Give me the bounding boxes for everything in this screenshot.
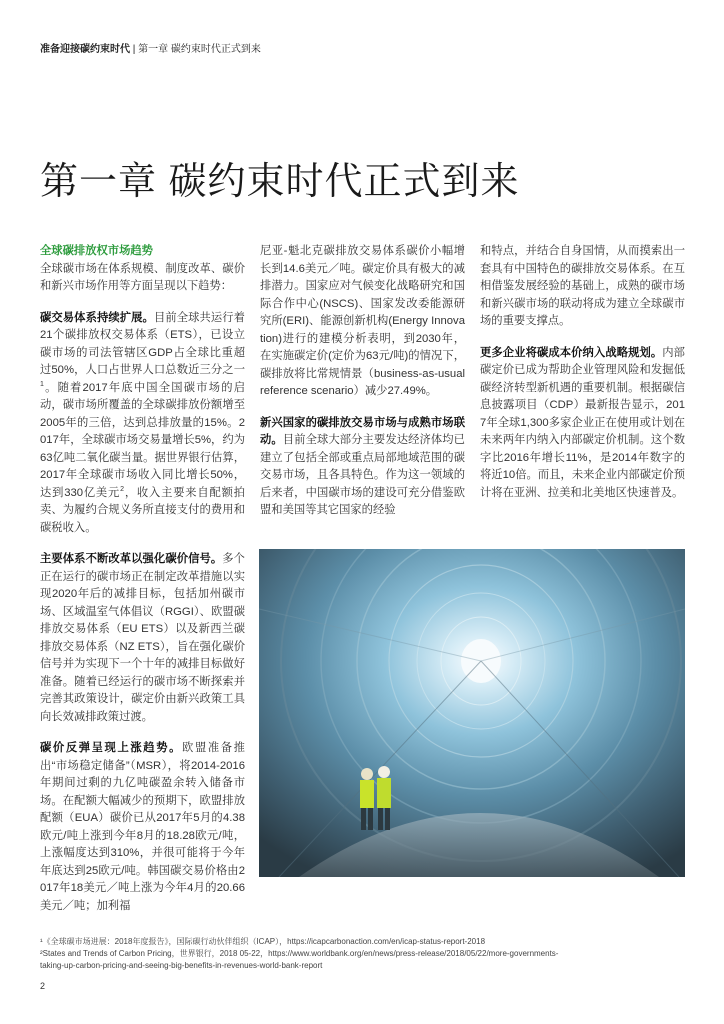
text-column-1 [40,243,245,929]
paragraph-text: ，收入主要来自配额拍卖、为履约合规义务所直接支付的费用和碳税收入。 [40,486,245,534]
paragraph-text: 和特点，并结合自身国情，从而摸索出一套具有中国特色的碳排放交易体系。在互相借鉴发展经验的基础上，成熟的碳市场和新兴碳市场的联动将成为建立全球碳市场的重要支撑点。 [480,245,685,327]
tunnel-photo [259,549,685,877]
paragraph-lead: 碳价反弹呈现上涨趋势。 [40,742,183,754]
paragraph-text: 多个正在运行的碳市场正在制定改革措施以实现2020年后的减排目标，包括加州碳市场、区域温室气体倡议（RGGI）、欧盟碳排放交易体系（EU ETS）以及新西兰碳排放交易体系（NZ ETS），旨在强化碳价信号并为实现下一个十年的减排目标做好准备。随着已经运行的碳市场不断探索并完善其政策设计，碳定价由新兴政策工具向长效减排政策过渡。 [40,553,245,723]
section-intro-text: 全球碳市场在体系规模、制度改革、碳价和新兴市场作用等方面呈现以下趋势： [40,262,245,292]
page-number: 2 [40,981,46,991]
footnote-2-continued: taking-up-carbon-pricing-and-seeing-big-benefits-in-revenues-world-bank-report [40,961,323,970]
paragraph-text: 目前全球共运行着21个碳排放权交易体系（ETS），已设立碳市场的司法管辖区GDP占全球比重超过50%，人口占世界人口总数近三分之一 [40,311,245,376]
paragraph-china-characteristics [480,243,685,331]
paragraph-text: 内部碳定价已成为帮助企业管理风险和发掘低碳经济转型新机遇的重要机制。根据碳信息披露项目（CDP）最新报告显示，2017年全球1,300多家企业正在使用或计划在未来两年内纳入内部碳定价机制。这个数字比2016年增长11%，是2014年数字的将近10倍。而且，未来企业内部碳定价预计将在亚洲、拉美和北美地区快速普及。 [480,346,685,499]
running-head-chapter: 第一章 碳约束时代正式到来 [138,44,261,55]
footnote-2: ²States and Trends of Carbon Pricing，世界银行，2018 05-22，https://www.worldbank.org/en/news/press-release/2018/05/22/more-governments- [40,949,559,958]
tunnel-illustration [259,549,685,877]
paragraph-ets-expansion [40,310,245,538]
footnote-ref-1[interactable]: 1 [40,380,44,388]
paragraph-text: 。随着2017年底中国全国碳市场的启动，碳市场所覆盖的全球碳排放份额增至2005年的三倍，达到总排放量的15%。2017年，全球碳市场交易量增长5%，约为63亿吨二氧化碳当量。据世界银行估算，2017年全球碳市场收入同比增长50%，达到330亿美元 [40,381,245,499]
running-head [40,40,261,55]
text-column-3 [480,243,685,516]
paragraph-text: 欧盟准备推出“市场稳定储备”（MSR），将2014-2016年期间过剩的九亿吨碳盈余转入储备市场。在配额大幅减少的预期下，欧盟排放配额（EUA）碳价已从2017年5月的4.38欧元/吨上涨到今年8月的18.28欧元/吨，上涨幅度达到310%，并很可能将于今年年底达到25欧元/吨。韩国碳交易价格由2017年18美元／吨上涨为今年4月的20.66美元／吨；加利福 [40,742,245,912]
paragraph-reform [40,551,245,726]
footnote-1: ¹《全球碳市场进展：2018年度报告》，国际碳行动伙伴组织（ICAP），https://icapcarbonaction.com/en/icap-status-report-2018 [40,937,486,946]
running-head-separator: | [130,44,139,55]
paragraph-internal-pricing [480,345,685,503]
footnote-ref-2[interactable]: 2 [120,485,125,493]
paragraph-lead: 碳交易体系持续扩展。 [40,311,154,324]
running-head-book: 准备迎接碳约束时代 [40,44,130,55]
chapter-title: 第一章 碳约束时代正式到来 [40,161,520,203]
footnotes [40,936,680,972]
paragraph-text: 目前全球大部分主要发达经济体均已建立了包括全部或重点局部地域范围的碳交易市场，且各具特色。作为这一领域的后来者，中国碳市场的建设可充分借鉴欧盟和美国等其它国家的经验 [260,434,465,516]
section-intro [40,243,245,296]
section-heading: 全球碳排放权市场趋势 [40,245,153,257]
text-column-2 [260,243,465,534]
paragraph-text: 尼亚-魁北克碳排放交易体系碳价小幅增长到14.6美元／吨。碳定价具有极大的减排潜力。国家应对气候变化战略研究和国际合作中心(NSCS)、国家发改委能源研究所(ERI)、能源创新机构(Energy Innovation)进行的建模分析表明，到2030年，在实施碳定价(定价为63元/吨)的情况下，碳排放将比常规情景（business-as-usual reference scenario）减少27.49%。 [260,245,465,397]
paragraph-price-rebound [40,740,245,915]
paragraph-emerging-markets [260,415,465,520]
paragraph-lead: 新兴国家的碳排放交易市场与成熟市场联动。 [260,416,465,446]
paragraph-california-price [260,243,465,401]
paragraph-lead: 主要体系不断改革以强化碳价信号。 [40,553,223,565]
paragraph-lead: 更多企业将碳成本价纳入战略规划。 [480,346,663,359]
